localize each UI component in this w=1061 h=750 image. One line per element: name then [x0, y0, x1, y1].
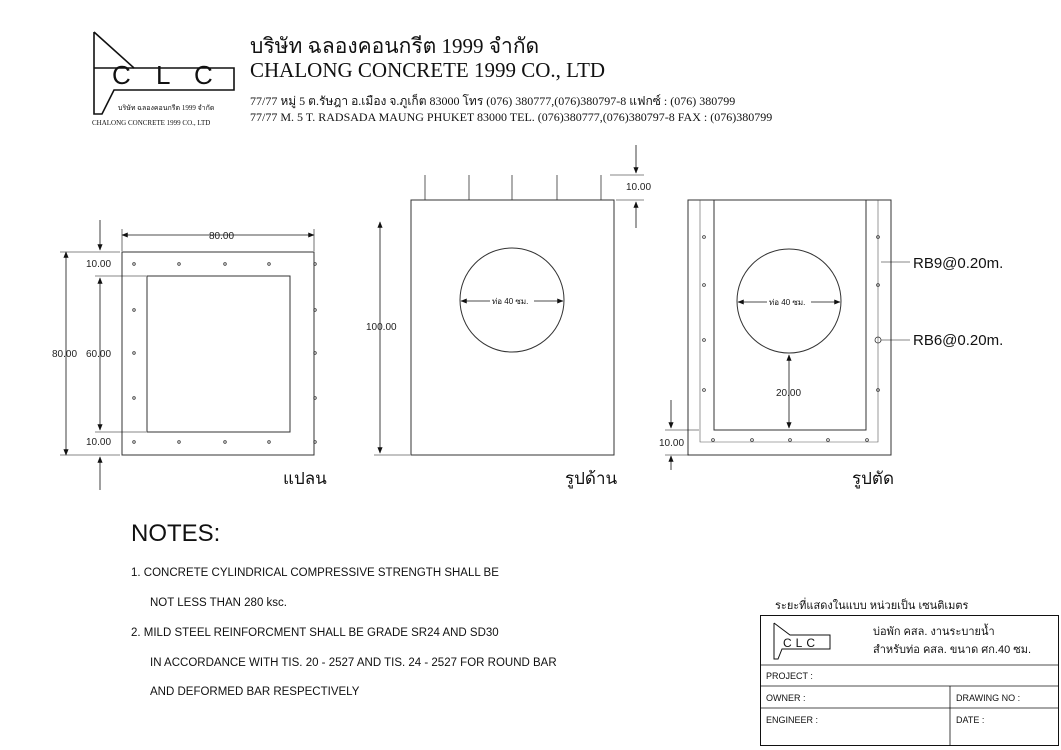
- logo-caption-en: CHALONG CONCRETE 1999 CO., LTD: [92, 119, 211, 127]
- title-block-logo: [774, 623, 830, 659]
- plan-inner-outline: [147, 276, 290, 432]
- notes-heading: NOTES:: [131, 520, 221, 547]
- plan-dim-left-total: 80.00: [52, 349, 78, 360]
- note-line-2: NOT LESS THAN 280 ksc.: [150, 597, 287, 609]
- note-line-4: IN ACCORDANCE WITH TIS. 20 - 2527 AND TIS. 24 - 2527 FOR ROUND BAR: [150, 657, 557, 669]
- project-label: PROJECT :: [766, 671, 813, 681]
- owner-label: OWNER :: [766, 693, 806, 703]
- date-label: DATE :: [956, 715, 985, 725]
- plan-dim-left-top: 10.00: [86, 259, 112, 270]
- logo-letter-3: C: [194, 60, 213, 90]
- plan-dim-left-bottom: 10.00: [86, 437, 112, 448]
- logo-letter-2: L: [156, 60, 171, 90]
- title-block: [760, 615, 1060, 750]
- plan-caption: แปลน: [283, 469, 327, 488]
- logo-caption-th: บริษัท ฉลองคอนกรีต 1999 จำกัด: [118, 104, 215, 112]
- section-dim-base: 10.00: [659, 438, 685, 449]
- section-view: [655, 190, 1045, 470]
- title-line-1: บ่อพัก คสล. งานระบายน้ำ: [873, 626, 995, 638]
- plan-dim-top: 80.00: [209, 231, 235, 242]
- section-outline: [688, 200, 891, 455]
- plan-view: [40, 215, 340, 500]
- address-th: 77/77 หมู่ 5 ต.รัษฎา อ.เมือง จ.ภูเก็ต 83000 โทร (076) 380777,(076)380797-8 แฟกซ์ : (076) 380799: [250, 94, 736, 108]
- address-en: 77/77 M. 5 T. RADSADA MAUNG PHUKET 83000 TEL. (076)380777,(076)380797-8 FAX : (076)380799: [250, 110, 773, 124]
- logo-letter-1: C: [112, 60, 133, 90]
- section-dim-below-pipe: 20.00: [776, 388, 802, 399]
- svg-text:CLC: CLC: [783, 636, 820, 650]
- elevation-pipe-label: ท่อ 40 ซม.: [492, 297, 529, 306]
- drawing-no-label: DRAWING NO :: [956, 693, 1021, 703]
- section-caption: รูปตัด: [852, 469, 895, 488]
- plan-dim-left-mid: 60.00: [86, 349, 112, 360]
- elevation-dim-left: 100.00: [366, 322, 397, 333]
- section-rebar-label-rb6: RB6@0.20m.: [913, 332, 1004, 349]
- elevation-caption: รูปด้าน: [565, 469, 618, 488]
- elevation-dim-top: 10.00: [626, 182, 652, 193]
- plan-outer-outline: [122, 252, 314, 455]
- section-rebar-label-rb9: RB9@0.20m.: [913, 255, 1004, 272]
- elevation-view: [360, 140, 670, 470]
- section-rebar-dots: [703, 236, 880, 442]
- title-line-2: สำหรับท่อ คสล. ขนาด ศก.40 ซม.: [873, 644, 1032, 656]
- plan-rebar-dots: [133, 263, 317, 444]
- units-note: ระยะที่แสดงในแบบ หน่วยเป็น เซนติเมตร: [775, 600, 969, 612]
- elevation-rebar-stubs: [425, 175, 601, 200]
- company-name-th: บริษัท ฉลองคอนกรีต 1999 จำกัด: [250, 34, 540, 58]
- note-line-5: AND DEFORMED BAR RESPECTIVELY: [150, 686, 360, 698]
- engineer-label: ENGINEER :: [766, 715, 819, 725]
- note-line-3: 2. MILD STEEL REINFORCMENT SHALL BE GRADE SR24 AND SD30: [131, 627, 499, 639]
- section-pipe-label: ท่อ 40 ซม.: [769, 298, 806, 307]
- company-name-en: CHALONG CONCRETE 1999 CO., LTD: [250, 58, 606, 82]
- note-line-1: 1. CONCRETE CYLINDRICAL COMPRESSIVE STRENGTH SHALL BE: [131, 567, 499, 579]
- elevation-outline: [411, 200, 614, 455]
